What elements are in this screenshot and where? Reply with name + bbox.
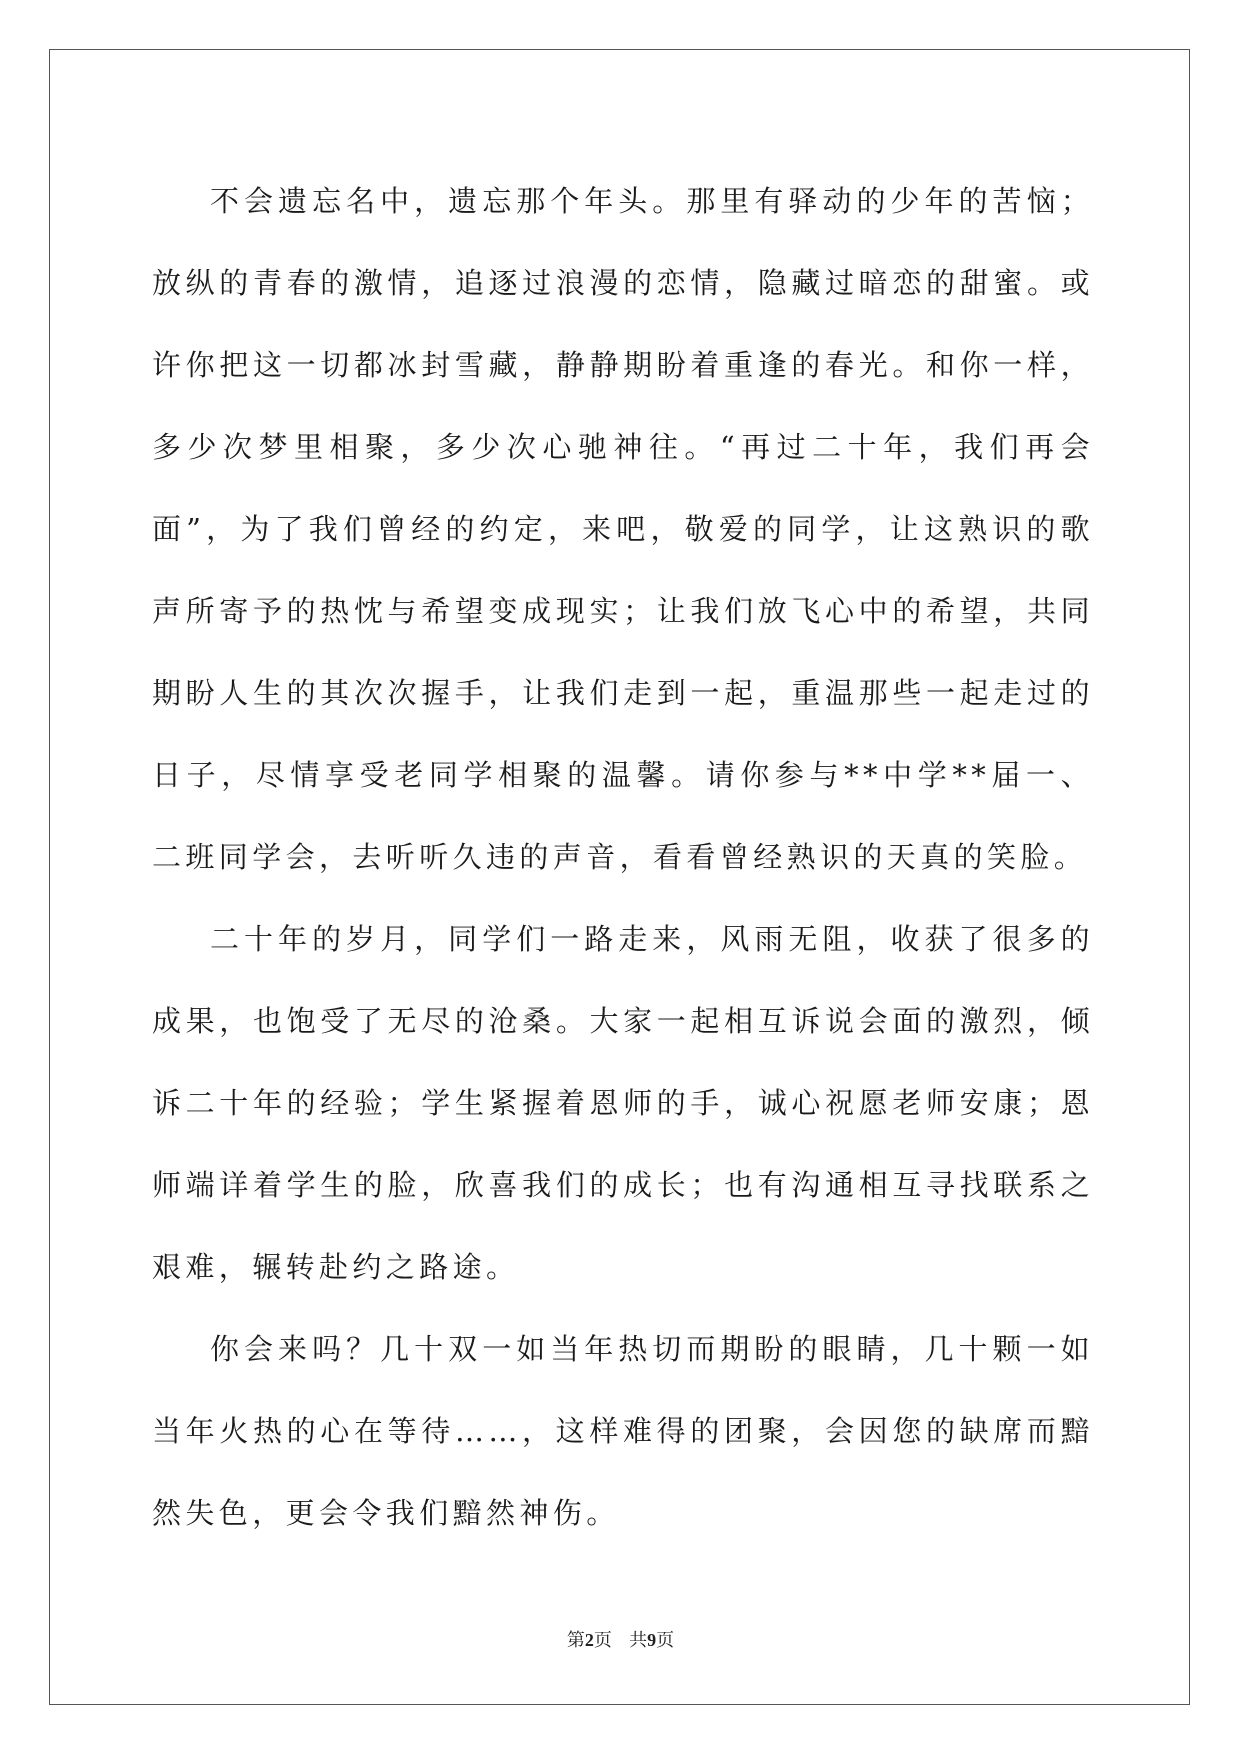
paragraph-3: 你会来吗？几十双一如当年热切而期盼的眼睛，几十颗一如当年火热的心在等待……，这样难得的团聚，会因您的缺席而黯然失色，更会令我们黯然神伤。 bbox=[152, 1332, 1094, 1530]
paragraph-1: 不会遗忘名中，遗忘那个年头。那里有驿动的少年的苦恼；放纵的青春的激情，追逐过浪漫的恋情，隐藏过暗恋的甜蜜。或许你把这一切都冰封雪藏，静静期盼着重逢的春光。和你一样，多少次梦里相聚，多少次心驰神往。“再过二十年，我们再会面”，为了我们曾经的约定，来吧，敬爱的同学，让这熟识的歌声所寄予的热忱与希望变成现实；让我们放飞心中的希望，共同期盼人生的其次次握手，让我们走到一起，重温那些一起走过的日子，尽情享受老同学相聚的温馨。请你参与**中学**届一、二班同学会，去听听久违的声音，看看曾经熟识的天真的笑脸。 bbox=[152, 184, 1094, 874]
total-suffix: 页 bbox=[656, 1630, 675, 1650]
document-body bbox=[152, 160, 1094, 1554]
total-prefix: 共 bbox=[629, 1630, 648, 1650]
page-current: 2 bbox=[584, 1630, 594, 1650]
page-prefix: 第 bbox=[566, 1630, 585, 1650]
page-suffix: 页 bbox=[593, 1630, 612, 1650]
page-footer bbox=[0, 1626, 1241, 1652]
paragraph-2: 二十年的岁月，同学们一路走来，风雨无阻，收获了很多的成果，也饱受了无尽的沧桑。大家一起相互诉说会面的激烈，倾诉二十年的经验；学生紧握着恩师的手，诚心祝愿老师安康；恩师端详着学生的脸，欣喜我们的成长；也有沟通相互寻找联系之艰难，辗转赴约之路途。 bbox=[152, 922, 1094, 1284]
page-total: 9 bbox=[647, 1630, 657, 1650]
